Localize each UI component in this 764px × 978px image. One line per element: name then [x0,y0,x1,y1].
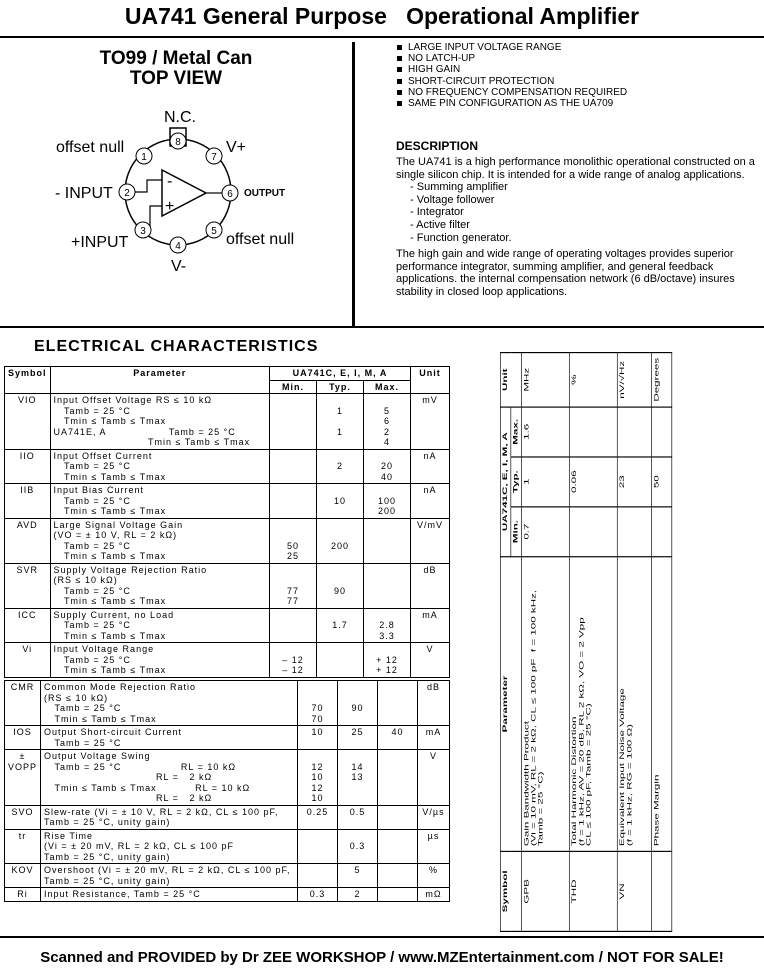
feature-item: SHORT-CIRCUIT PROTECTION [396,76,756,87]
pin-2-number: 2 [124,188,130,199]
cell-unit: mA [411,608,450,643]
cell-unit: µs [418,829,450,864]
table-row [617,353,651,932]
app-item: - Voltage follower [410,194,756,207]
cell-param: Input Offset Voltage RS ≤ 10 kΩ Tamb = 25 °C Tmin ≤ Tamb ≤ Tmax UA741E, A Tamb = 25 °C Tmin ≤ Tamb ≤ Tmax [50,394,269,450]
cell-unit: nA [411,449,450,484]
pin-6-number: 6 [227,189,233,200]
cell-param: Input Offset Current Tamb = 25 °C Tmin ≤ Tamb ≤ Tmax [50,449,269,484]
cell-typ: 2 [338,888,378,902]
feature-item: HIGH GAIN [396,64,756,75]
cell-typ: 14 13 [338,750,378,806]
rt-hdr-group: UA741C, E, I, M, A [500,407,511,557]
table-row [5,864,450,888]
cell-sym: VIO [5,394,51,450]
table-row [5,726,450,750]
pin-5-number: 5 [211,226,217,237]
cell-typ: 5 [338,864,378,888]
cell-param: Input Voltage Range Tamb = 25 °C Tmin ≤ Tamb ≤ Tmax [50,643,269,678]
cell-typ: 1.7 [317,608,364,643]
footer-notice: Scanned and PROVIDED by Dr ZEE WORKSHOP / www.MZEntertainment.com / NOT FOR SALE! [0,936,764,978]
cell-unit: % [569,353,617,407]
cell-max [378,829,418,864]
cell-sym: Ri [5,888,41,902]
cell-typ: 1 1 [317,394,364,450]
cell-param: Output Voltage Swing Tamb = 25 °C RL = 10 kΩ RL = 2 kΩ Tmin ≤ Tamb ≤ Tmax RL = 10 kΩ RL = 2 kΩ [41,750,298,806]
pin-6-label: OUTPUT [244,188,286,199]
pin-1-number: 1 [141,152,147,163]
feature-item: LARGE INPUT VOLTAGE RANGE [396,42,756,53]
cell-max: 100 200 [364,484,411,519]
hdr-min: Min. [270,380,317,394]
pin-4-number: 4 [175,241,181,252]
rt-hdr-max: Max. [511,407,522,457]
cell-min: 12 10 12 10 [298,750,338,806]
app-item: - Integrator [410,206,756,219]
cell-min [298,829,338,864]
cell-param: Slew-rate (Vi = ± 10 V, RL = 2 kΩ, CL ≤ 100 pF, Tamb = 25 °C, unity gain) [41,805,298,829]
cell-typ: 0.3 [338,829,378,864]
rt-hdr-typ: Typ. [511,457,522,507]
ac-characteristics-table [500,352,672,932]
rotated-table-wrap [500,352,672,932]
cell-min [652,507,672,557]
cell-param: Equivalent Input Noise Voltage (f = 1 kHz, RG = 100 Ω) [617,557,651,852]
table-row [5,563,450,608]
hdr-group: UA741C, E, I, M, A [270,367,411,381]
ec-table-upper [4,366,450,678]
ec-heading: ELECTRICAL CHARACTERISTICS [34,338,319,355]
table-row [5,888,450,902]
cell-min [298,864,338,888]
cell-min: 50 25 [270,518,317,563]
pin-4-label: V- [171,258,187,275]
cell-sym [652,851,672,931]
cell-max: 40 [378,726,418,750]
hdr-symbol: Symbol [5,367,51,394]
description-para2: The high gain and wide range of operating voltages provides superior performance integrator, summing amplifier, and general feedback applications. the internal compensation network (6 dB/octave) insures stability in closed loop applications. [396,248,735,298]
app-item: - Active filter [410,219,756,232]
app-item: - Summing amplifier [410,181,756,194]
pin-1-label: offset null [56,139,125,156]
cell-max [378,864,418,888]
feature-item: NO FREQUENCY COMPENSATION REQUIRED [396,87,756,98]
cell-max [364,518,411,563]
cell-sym: THD [569,851,617,931]
pinout-diagram [0,100,352,275]
cell-param: Supply Current, no Load Tamb = 25 °C Tmin ≤ Tamb ≤ Tmax [50,608,269,643]
title-part1: UA741 General Purpose [124,3,387,29]
cell-max: 5 6 2 4 [364,394,411,450]
rt-hdr-min: Min. [511,507,522,557]
table-row [521,353,569,932]
cell-unit: nV/√Hz [617,353,651,407]
column-divider [352,42,355,327]
cell-typ: 0.5 [338,805,378,829]
cell-typ: 1 [521,457,569,507]
hdr-max: Max. [364,380,411,394]
cell-typ: 50 [652,457,672,507]
table-row [5,681,450,726]
cell-typ: 200 [317,518,364,563]
cell-unit: % [418,864,450,888]
app-item: - Function generator. [410,232,756,245]
cell-typ: 90 [317,563,364,608]
cell-max [378,805,418,829]
cell-sym: Vi [5,643,51,678]
cell-min: 0.7 [521,507,569,557]
cell-sym: VN [617,851,651,931]
rt-hdr-parameter: Parameter [500,557,521,852]
cell-min [270,608,317,643]
page-title [0,0,764,38]
cell-unit: mA [418,726,450,750]
table-row [5,608,450,643]
cell-unit: dB [418,681,450,726]
cell-min: 0.3 [298,888,338,902]
cell-max: + 12 + 12 [364,643,411,678]
hdr-unit: Unit [411,367,450,394]
cell-sym: CMR [5,681,41,726]
cell-min [569,507,617,557]
cell-unit: Degrees [652,353,672,407]
table-row [5,484,450,519]
cell-param: Input Bias Current Tamb = 25 °C Tmin ≤ Tamb ≤ Tmax [50,484,269,519]
cell-sym: AVD [5,518,51,563]
cell-unit: V/mV [411,518,450,563]
package-view: TOP VIEW [129,68,223,89]
cell-max [378,888,418,902]
cell-param: Input Resistance, Tamb = 25 °C [41,888,298,902]
cell-min [617,507,651,557]
pin-8-label: N.C. [164,109,196,126]
table-row [5,394,450,450]
pin-2-label: - INPUT [55,185,113,202]
cell-max [364,563,411,608]
table-row [5,750,450,806]
cell-param: Output Short-circuit Current Tamb = 25 °C [41,726,298,750]
cell-min [270,449,317,484]
pin-3-number: 3 [140,226,146,237]
cell-min [270,484,317,519]
cell-max [378,681,418,726]
cell-max: 20 40 [364,449,411,484]
cell-param: Supply Voltage Rejection Ratio (RS ≤ 10 kΩ) Tamb = 25 °C Tmin ≤ Tamb ≤ Tmax [50,563,269,608]
plus-sign: + [165,198,175,215]
cell-typ: 0.06 [569,457,617,507]
rt-hdr-unit: Unit [500,353,521,407]
cell-param: Large Signal Voltage Gain (VO = ± 10 V, RL = 2 kΩ) Tamb = 25 °C Tmin ≤ Tamb ≤ Tmax [50,518,269,563]
rt-hdr-symbol: Symbol [500,851,521,931]
description-body [396,156,756,299]
cell-typ: 10 [317,484,364,519]
cell-min: 0.25 [298,805,338,829]
cell-unit: V [411,643,450,678]
description-para1: The UA741 is a high performance monolithic operational constructed on a single silicon chip. It is intended for a wide range of analog applications. [396,156,755,181]
cell-typ: 90 [338,681,378,726]
cell-sym: ICC [5,608,51,643]
cell-min: 10 [298,726,338,750]
table-row [652,353,672,932]
cell-sym: IIB [5,484,51,519]
cell-unit: nA [411,484,450,519]
cell-sym: SVR [5,563,51,608]
pin-5-label: offset null [226,231,295,248]
cell-unit: V/µs [418,805,450,829]
cell-param: Rise Time (Vi = ± 20 mV, RL = 2 kΩ, CL ≤ 100 pF Tamb = 25 °C, unity gain) [41,829,298,864]
pin-3-label: +INPUT [71,234,129,251]
cell-max: 2.8 3.3 [364,608,411,643]
cell-max [378,750,418,806]
table-row [5,829,450,864]
minus-sign: - [167,173,173,190]
cell-sym: SVO [5,805,41,829]
cell-typ [317,643,364,678]
feature-item: NO LATCH-UP [396,53,756,64]
table-row [5,643,450,678]
cell-sym: KOV [5,864,41,888]
pin-7-number: 7 [211,152,217,163]
table-row [5,805,450,829]
cell-unit: dB [411,563,450,608]
table-row [569,353,617,932]
cell-max [569,407,617,457]
ec-table-lower [4,680,450,902]
hdr-parameter: Parameter [50,367,269,394]
cell-unit: mV [411,394,450,450]
description-heading: DESCRIPTION [396,139,479,153]
cell-max [617,407,651,457]
cell-unit: MHz [521,353,569,407]
cell-sym: tr [5,829,41,864]
title-part2: Operational Amplifier [406,3,640,29]
cell-unit: V [418,750,450,806]
cell-typ: 25 [338,726,378,750]
cell-min: 77 77 [270,563,317,608]
pin-7-label: V+ [226,139,247,156]
cell-param: Gain Bandwidth Product (Vi = 10 mV, RL = 2 kΩ, CL ≤ 100 pF f = 100 kHz, Tamb = 25 °C) [521,557,569,852]
cell-typ: 23 [617,457,651,507]
cell-min [270,394,317,450]
pin-8-number: 8 [175,137,181,148]
cell-min: 70 70 [298,681,338,726]
hdr-typ: Typ. [317,380,364,394]
cell-sym: IIO [5,449,51,484]
cell-max: 1.6 [521,407,569,457]
cell-sym: ± VOPP [5,750,41,806]
cell-param: Total Harmonic Distortion (f = 1 kHz, AV = 20 dB, RL 2 kΩ, VO = 2 Vpp CL ≤ 100 pF, Tamb = 25 °C) [569,557,617,852]
wire-inverting [135,180,162,192]
cell-unit: mΩ [418,888,450,902]
feature-list [396,42,756,109]
wire-noninverting [150,206,162,227]
cell-typ: 2 [317,449,364,484]
section-divider [0,326,764,328]
cell-param: Common Mode Rejection Ratio (RS ≤ 10 kΩ) Tamb = 25 °C Tmin ≤ Tamb ≤ Tmax [41,681,298,726]
table-row [5,449,450,484]
feature-item: SAME PIN CONFIGURATION AS THE UA709 [396,98,756,109]
cell-sym: GPB [521,851,569,931]
cell-param: Overshoot (Vi = ± 20 mV, RL = 2 kΩ, CL ≤ 100 pF, Tamb = 25 °C, unity gain) [41,864,298,888]
cell-param: Phase Margin [652,557,672,852]
table-row [5,518,450,563]
package-name: TO99 / Metal Can [99,48,253,69]
cell-sym: IOS [5,726,41,750]
cell-min: – 12 – 12 [270,643,317,678]
cell-max [652,407,672,457]
